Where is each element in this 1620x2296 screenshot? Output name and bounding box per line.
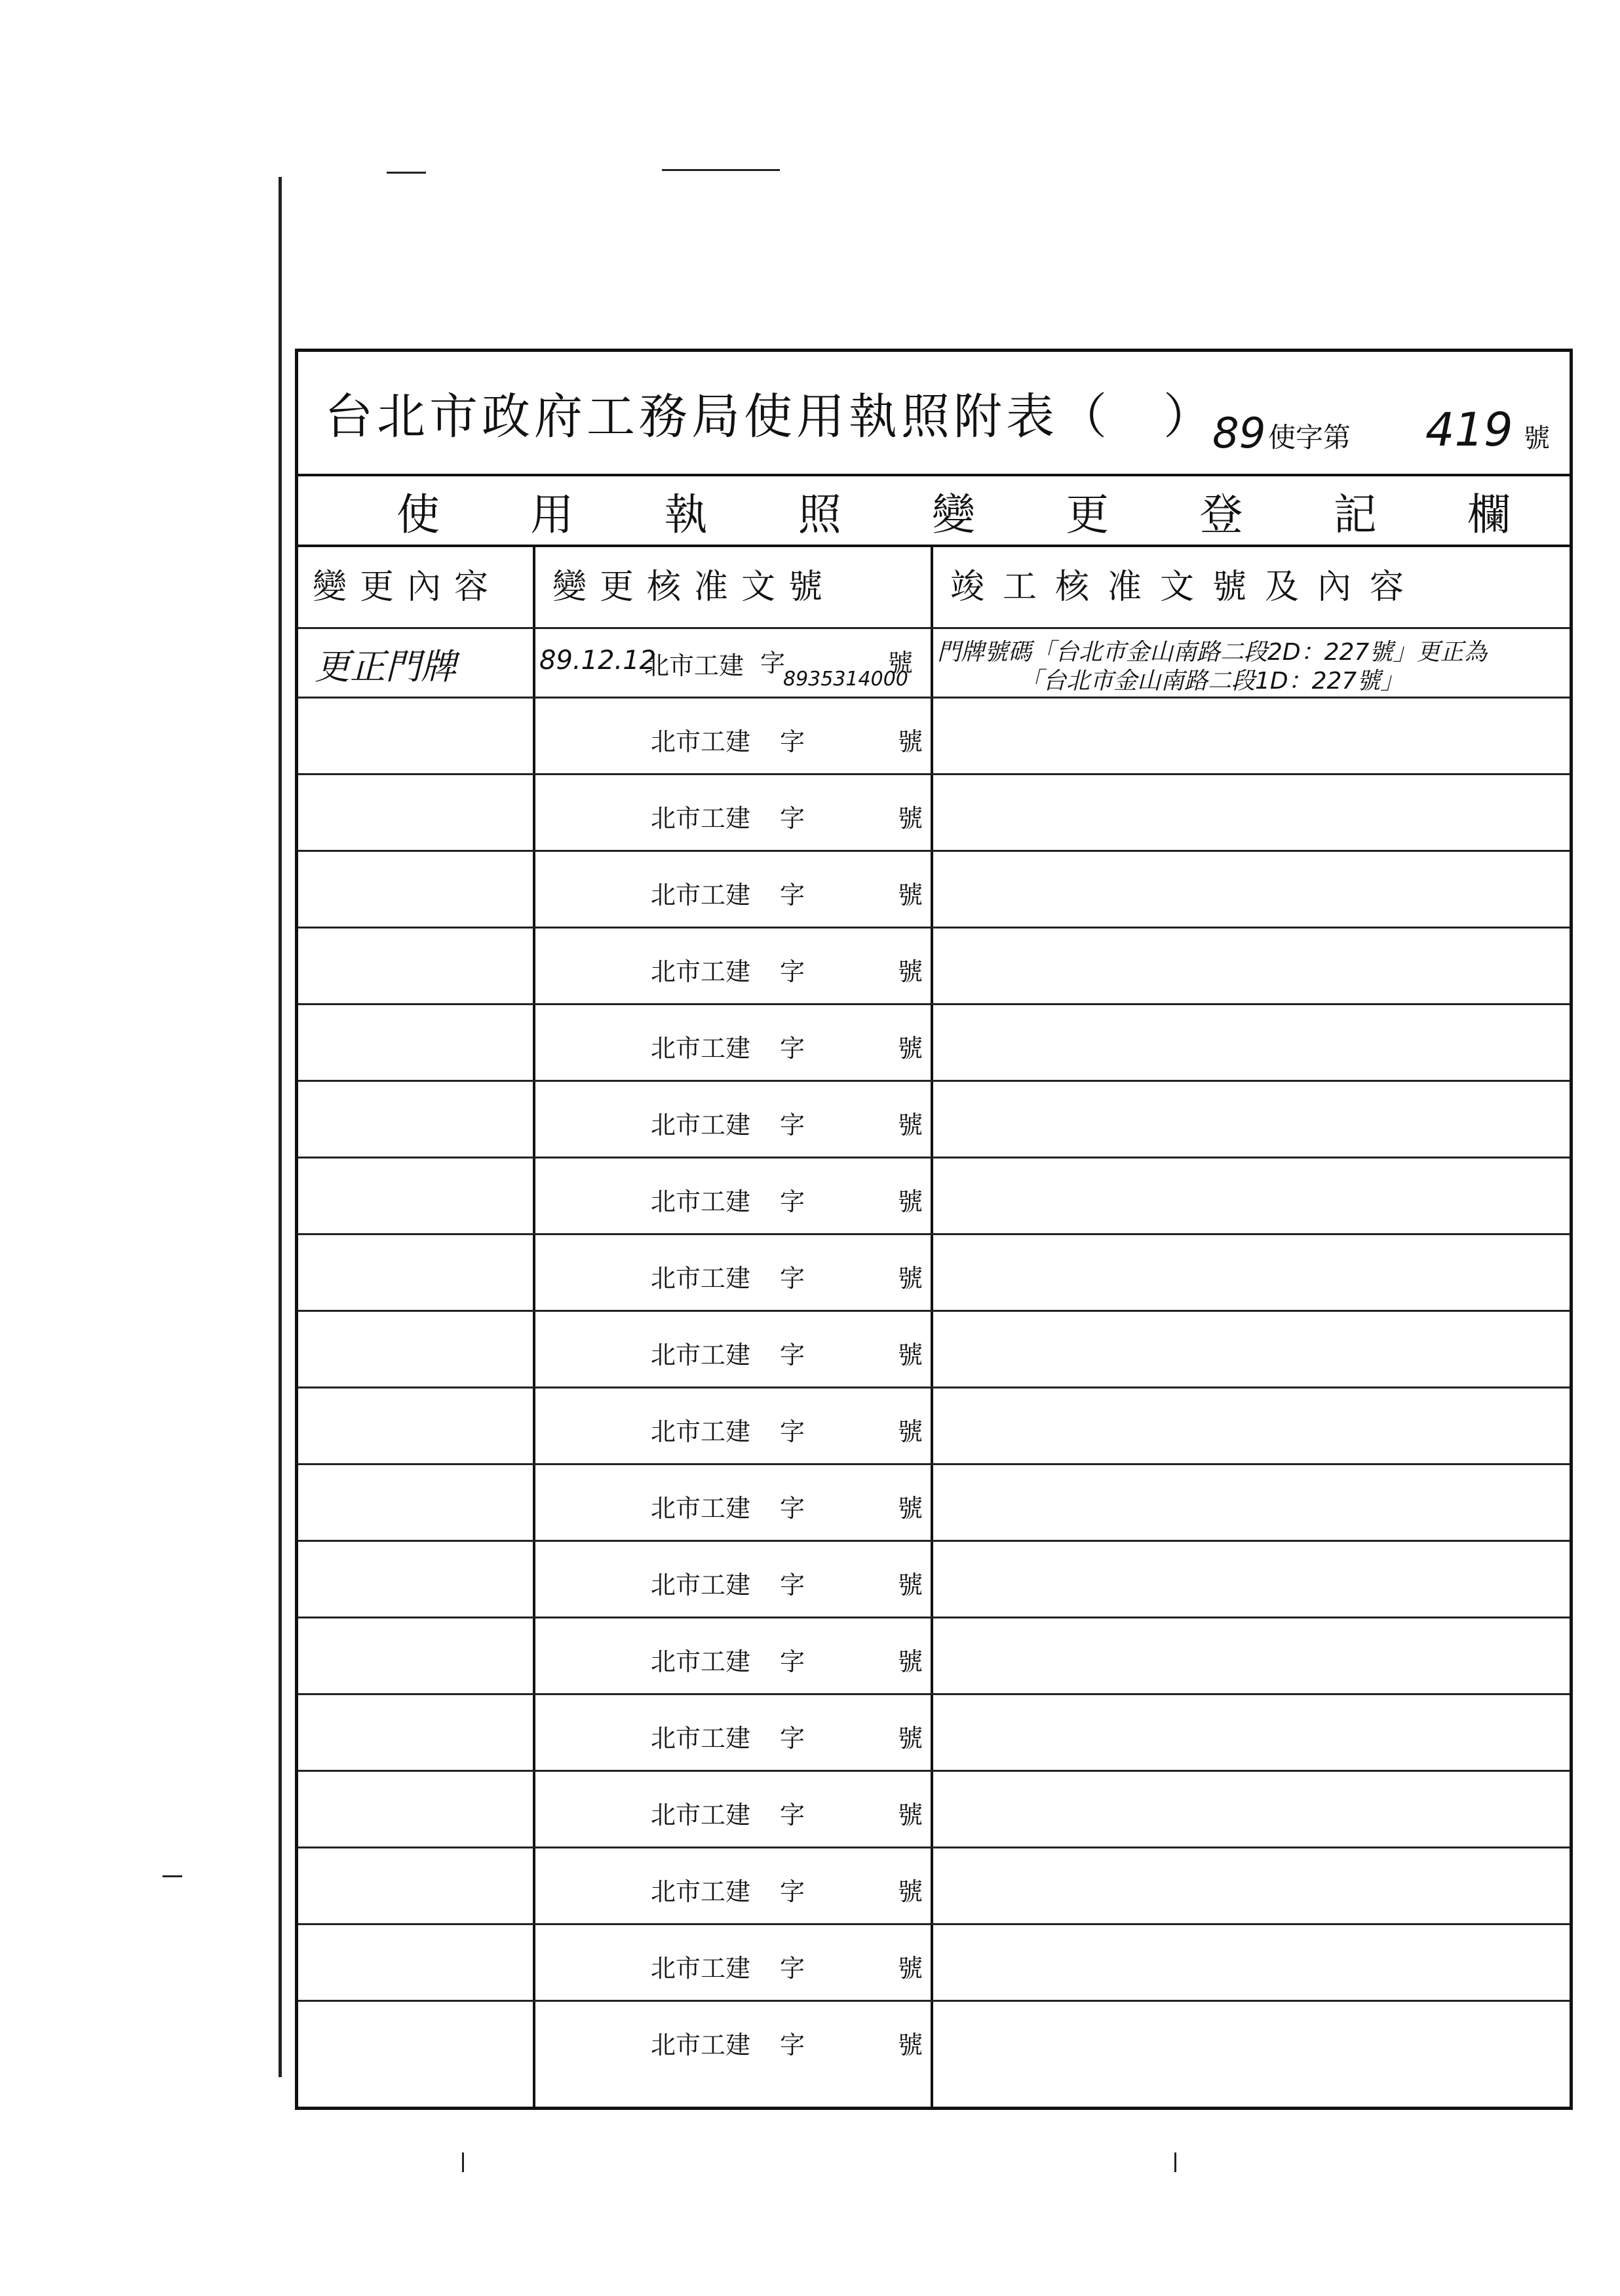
scan-dash-mark bbox=[387, 172, 426, 174]
row-divider bbox=[298, 697, 1570, 698]
approval-zi: 字 bbox=[780, 957, 805, 986]
approval-zi: 字 bbox=[780, 804, 805, 833]
license-year: 89 bbox=[1212, 410, 1266, 458]
section-title-char: 變 bbox=[932, 489, 975, 540]
approval-zi: 字 bbox=[780, 2031, 805, 2059]
approval-prefix: 北市工建 bbox=[651, 1571, 751, 1599]
approval-hao: 號 bbox=[898, 1417, 923, 1446]
column-divider bbox=[931, 547, 933, 2110]
approval-prefix: 北市工建 bbox=[651, 1341, 751, 1369]
entry-approval-prefix: 北市工建 bbox=[644, 651, 744, 680]
section-title-char: 記 bbox=[1333, 489, 1377, 540]
column-header-completion-approval: 竣工核准文號及內容 bbox=[950, 567, 1423, 607]
row-divider bbox=[298, 1617, 1570, 1618]
approval-prefix: 北市工建 bbox=[651, 2031, 751, 2059]
change-register-table bbox=[298, 547, 1570, 2110]
row-divider bbox=[298, 1693, 1570, 1695]
section-title-char: 執 bbox=[664, 489, 708, 540]
row-divider bbox=[298, 1846, 1570, 1848]
approval-hao: 號 bbox=[898, 804, 923, 833]
license-number: 419 bbox=[1425, 403, 1513, 457]
approval-hao: 號 bbox=[898, 1494, 923, 1523]
entry-approval-number: 8935314000 bbox=[783, 668, 908, 691]
approval-zi: 字 bbox=[780, 727, 805, 756]
approval-prefix: 北市工建 bbox=[651, 1034, 751, 1063]
approval-prefix: 北市工建 bbox=[651, 1111, 751, 1139]
approval-hao: 號 bbox=[898, 1954, 923, 1983]
approval-zi: 字 bbox=[780, 1571, 805, 1599]
approval-zi: 字 bbox=[780, 1187, 805, 1216]
approval-prefix: 北市工建 bbox=[651, 1647, 751, 1676]
approval-zi: 字 bbox=[780, 1034, 805, 1063]
row-divider bbox=[298, 1080, 1570, 1082]
approval-hao: 號 bbox=[898, 1647, 923, 1676]
row-divider bbox=[298, 850, 1570, 852]
scan-tick-mark bbox=[1174, 2152, 1176, 2172]
approval-hao: 號 bbox=[898, 1341, 923, 1369]
approval-zi: 字 bbox=[780, 1111, 805, 1139]
entry-approval-zi: 字 bbox=[760, 649, 786, 678]
row-divider bbox=[298, 927, 1570, 928]
entry-date: 89.12.12 bbox=[539, 645, 657, 676]
form-title-row bbox=[298, 352, 1570, 476]
entry-approval-hao: 號 bbox=[888, 649, 914, 678]
approval-prefix: 北市工建 bbox=[651, 1801, 751, 1829]
approval-prefix: 北市工建 bbox=[651, 1264, 751, 1293]
column-header-change-approval-no: 變更核准文號 bbox=[552, 567, 836, 607]
approval-zi: 字 bbox=[780, 881, 805, 909]
row-divider bbox=[298, 1233, 1570, 1235]
row-divider bbox=[298, 1003, 1570, 1005]
scan-dash-mark bbox=[163, 1875, 182, 1877]
row-divider bbox=[298, 2000, 1570, 2002]
column-divider bbox=[533, 547, 535, 2110]
section-title-char: 登 bbox=[1199, 489, 1243, 540]
section-title-char: 使 bbox=[396, 489, 440, 540]
approval-hao: 號 bbox=[898, 1724, 923, 1753]
approval-hao: 號 bbox=[898, 881, 923, 909]
approval-prefix: 北市工建 bbox=[651, 727, 751, 756]
form-title: 台北市政府工務局使用執照附表（ ） bbox=[324, 389, 1216, 445]
approval-prefix: 北市工建 bbox=[651, 1187, 751, 1216]
section-title-char: 欄 bbox=[1467, 489, 1511, 540]
entry-completion-line-2: 「台北市金山南路二段1D：227號」 bbox=[1019, 668, 1404, 695]
approval-zi: 字 bbox=[780, 1494, 805, 1523]
approval-prefix: 北市工建 bbox=[651, 1877, 751, 1906]
approval-prefix: 北市工建 bbox=[651, 1494, 751, 1523]
approval-zi: 字 bbox=[780, 1417, 805, 1446]
section-title-row bbox=[298, 476, 1570, 547]
approval-hao: 號 bbox=[898, 1187, 923, 1216]
approval-zi: 字 bbox=[780, 1954, 805, 1983]
approval-zi: 字 bbox=[780, 1264, 805, 1293]
license-number-suffix: 號 bbox=[1524, 423, 1550, 453]
section-title-char: 更 bbox=[1066, 489, 1109, 540]
approval-prefix: 北市工建 bbox=[651, 957, 751, 986]
scan-left-border-mark bbox=[279, 177, 282, 2077]
approval-zi: 字 bbox=[780, 1801, 805, 1829]
approval-prefix: 北市工建 bbox=[651, 804, 751, 833]
column-header-change-content: 變更內容 bbox=[313, 567, 502, 607]
license-type-label: 使字第 bbox=[1268, 421, 1351, 453]
approval-zi: 字 bbox=[780, 1341, 805, 1369]
section-title-char: 照 bbox=[798, 489, 841, 540]
approval-hao: 號 bbox=[898, 727, 923, 756]
row-divider bbox=[298, 1157, 1570, 1158]
approval-hao: 號 bbox=[898, 2031, 923, 2059]
approval-hao: 號 bbox=[898, 1111, 923, 1139]
entry-change-content: 更正門牌 bbox=[315, 646, 456, 687]
row-divider bbox=[298, 627, 1570, 629]
approval-hao: 號 bbox=[898, 1877, 923, 1906]
row-divider bbox=[298, 1463, 1570, 1465]
approval-hao: 號 bbox=[898, 1034, 923, 1063]
approval-hao: 號 bbox=[898, 1801, 923, 1829]
row-divider bbox=[298, 773, 1570, 775]
row-divider bbox=[298, 1770, 1570, 1772]
approval-hao: 號 bbox=[898, 1264, 923, 1293]
scan-dash-mark bbox=[662, 169, 780, 171]
section-title-char: 用 bbox=[530, 489, 574, 540]
approval-prefix: 北市工建 bbox=[651, 1954, 751, 1983]
row-divider bbox=[298, 1387, 1570, 1388]
entry-completion-line-1: 門牌號碼「台北市金山南路二段2D：227號」更正為 bbox=[937, 639, 1488, 666]
approval-zi: 字 bbox=[780, 1647, 805, 1676]
approval-zi: 字 bbox=[780, 1877, 805, 1906]
approval-hao: 號 bbox=[898, 957, 923, 986]
approval-prefix: 北市工建 bbox=[651, 881, 751, 909]
row-divider bbox=[298, 1540, 1570, 1542]
scan-tick-mark bbox=[462, 2152, 464, 2172]
approval-hao: 號 bbox=[898, 1571, 923, 1599]
approval-prefix: 北市工建 bbox=[651, 1724, 751, 1753]
row-divider bbox=[298, 1923, 1570, 1925]
usage-license-attachment-form bbox=[295, 349, 1573, 2110]
approval-prefix: 北市工建 bbox=[651, 1417, 751, 1446]
approval-zi: 字 bbox=[780, 1724, 805, 1753]
row-divider bbox=[298, 1310, 1570, 1312]
